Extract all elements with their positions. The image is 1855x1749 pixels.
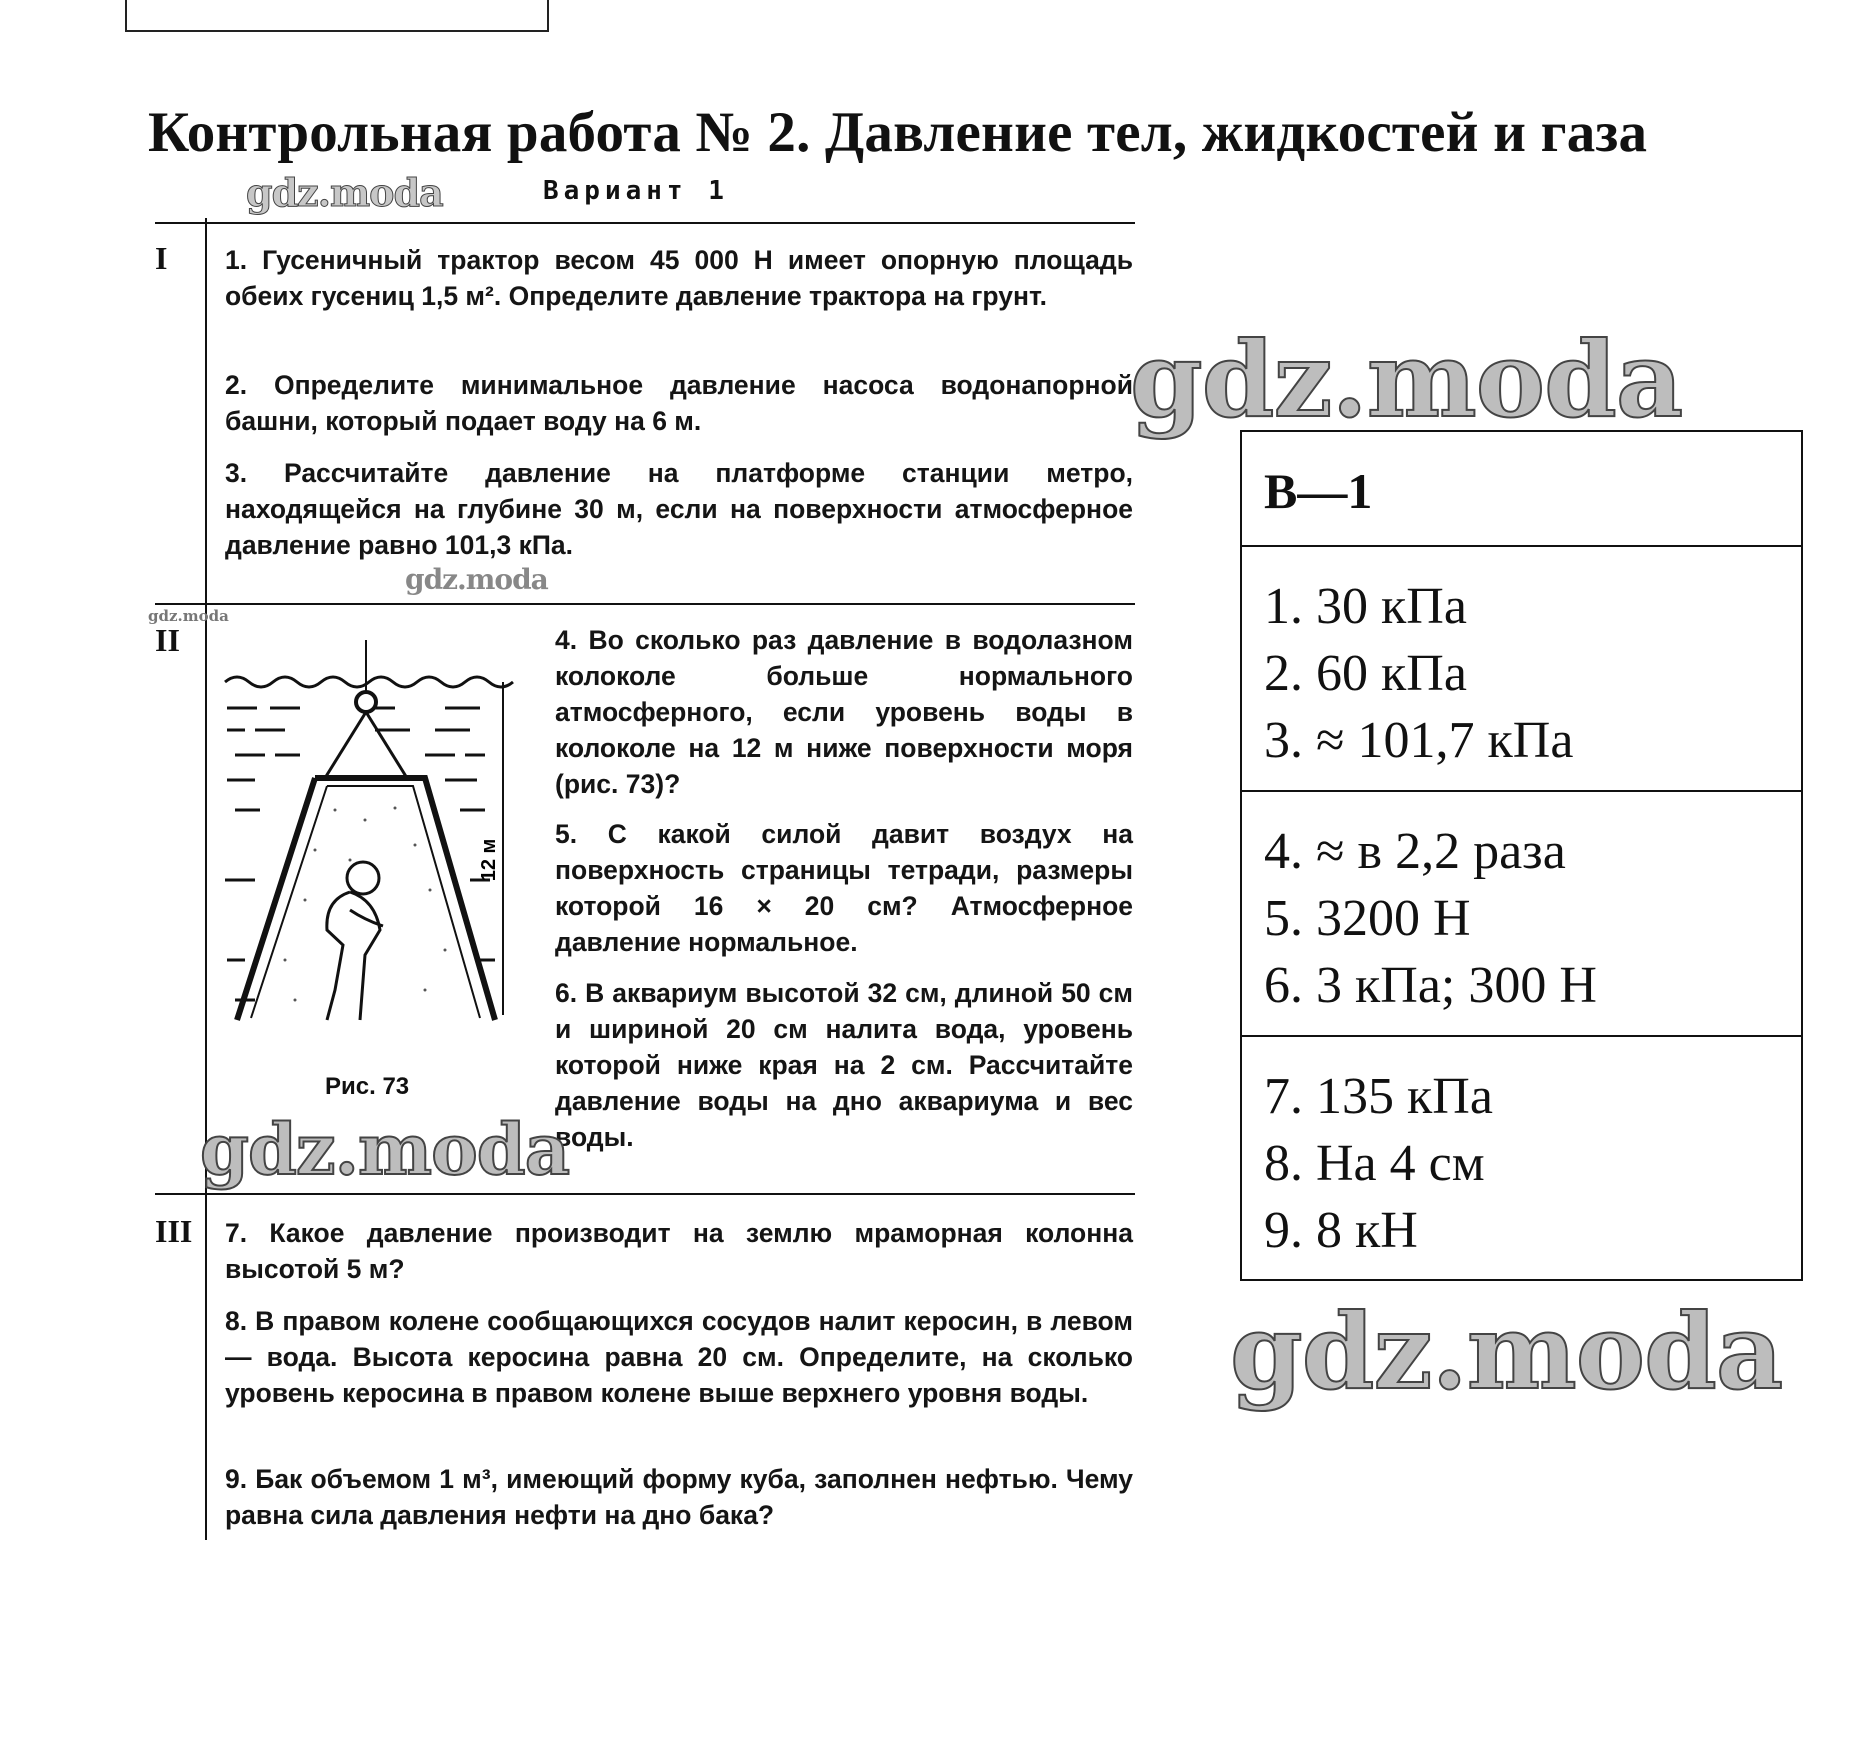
section-rule — [205, 218, 207, 1540]
watermark: gdz.moda — [405, 563, 548, 596]
question-5: 5. С какой силой давит воздух на поверхность страницы тетради, размеры которой 16 × 20 см? Атмосферное давление нормальное. — [555, 819, 1133, 957]
answers-group-2 — [1242, 792, 1801, 1037]
page-title: Контрольная работа № 2. Давление тел, жидкостей и газа — [148, 101, 1648, 164]
top-frame — [125, 0, 549, 32]
question-3: 3. Рассчитайте давление на платформе станции метро, находящейся на глубине 30 м, если на поверхности атмосферное давление равно 101,3 кПа. — [225, 458, 1133, 560]
section-label-ii: II — [155, 622, 180, 658]
watermark: gdz.moda — [1130, 318, 1683, 441]
depth-label: 12 м — [478, 838, 500, 882]
answer-4: 4. ≈ в 2,2 раза — [1264, 823, 1566, 880]
variant-label: Вариант 1 — [543, 176, 729, 206]
answers-header: В—1 — [1242, 432, 1801, 547]
answers-table — [1240, 430, 1803, 1281]
question-9: 9. Бак объемом 1 м³, имеющий форму куба, заполнен нефтью. Чему равна сила давления нефти на дно бака? — [225, 1464, 1133, 1530]
diving-bell — [237, 778, 495, 1020]
question-4: 4. Во сколько раз давление в водолазном колоколе больше нормального атмосферного, если уровень воды в колоколе на 12 м ниже поверхности моря (рис. 73)? — [555, 625, 1133, 799]
answers-group-3 — [1242, 1037, 1801, 1282]
section-label-iii: III — [155, 1213, 193, 1249]
question-7: 7. Какое давление производит на землю мраморная колонна высотой 5 м? — [225, 1218, 1133, 1284]
answer-3: 3. ≈ 101,7 кПа — [1264, 712, 1574, 769]
figure-caption: Рис. 73 — [325, 1073, 410, 1100]
question-8: 8. В правом колене сообщающихся сосудов налит керосин, в левом — вода. Высота керосина равна 20 см. Определите, на сколько уровень керосина в правом колене выше верхнего уровня воды. — [225, 1306, 1133, 1408]
diver — [327, 862, 383, 1020]
watermark: gdz.moda — [200, 1108, 570, 1191]
watermark: gdz.moda — [246, 170, 443, 215]
answer-8: 8. На 4 см — [1264, 1135, 1485, 1192]
answer-6: 6. 3 кПа; 300 Н — [1264, 957, 1597, 1014]
section-label-i: I — [155, 240, 168, 276]
divider-section-iii — [155, 1193, 1135, 1195]
answers-group-1 — [1242, 547, 1801, 792]
question-1: 1. Гусеничный трактор весом 45 000 Н имеет опорную площадь обеих гусениц 1,5 м². Определите давление трактора на грунт. — [225, 245, 1133, 311]
diving-bell-figure — [215, 630, 515, 1040]
divider-top — [155, 222, 1135, 224]
question-6: 6. В аквариум высотой 32 см, длиной 50 см и шириной 20 см налита вода, уровень которой ниже края на 2 см. Рассчитайте давление воды на дно аквариума и вес воды. — [555, 978, 1133, 1152]
question-2: 2. Определите минимальное давление насоса водонапорной башни, который подает воду на 6 м. — [225, 370, 1133, 436]
watermark: gdz.moda — [148, 607, 229, 625]
water-dashes — [225, 708, 495, 1000]
watermark: gdz.moda — [1230, 1290, 1783, 1413]
answer-1: 1. 30 кПа — [1264, 578, 1467, 635]
answer-7: 7. 135 кПа — [1264, 1068, 1493, 1125]
divider-section-ii — [155, 603, 1135, 605]
answer-2: 2. 60 кПа — [1264, 645, 1467, 702]
answer-9: 9. 8 кН — [1264, 1202, 1418, 1259]
answer-5: 5. 3200 Н — [1264, 890, 1471, 947]
sea-surface — [225, 677, 513, 687]
